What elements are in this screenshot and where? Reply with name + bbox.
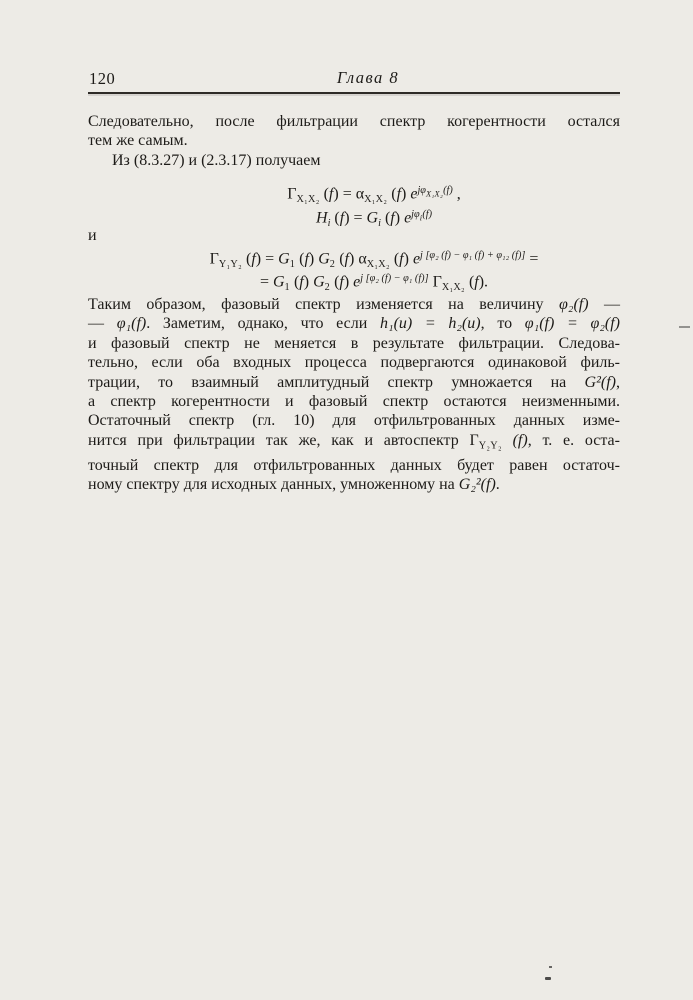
text-line: точный спектр для отфильтрованных данных будет равен остаточ- <box>88 456 620 474</box>
text-line: и фазовый спектр не меняется в результате фильтрации. Следова- <box>88 334 620 352</box>
text-line: Следовательно, после фильтрации спектр когерентности остался <box>88 113 620 130</box>
text-line: трации, то взаимный амплитудный спектр умножается на G²(f), <box>88 373 620 391</box>
scan-artifact-dash <box>679 326 690 328</box>
header-rule <box>88 92 620 94</box>
connector-word-and: и <box>88 227 97 244</box>
text-line: а спектр когерентности и фазовый спектр остаются неизменными. <box>88 393 620 411</box>
text-line: Из (8.3.27) и (2.3.17) получаем <box>112 151 321 169</box>
paragraph-main <box>88 295 620 495</box>
text-line: — φ₁(f). Заметим, однако, что если h₁(u) = h₂(u), то φ₁(f) = φ₂(f) <box>88 315 621 333</box>
equation-gamma-y1y2-line2: = $G_1$ (f) $G_2$ (f) $e^{j [\varphi_2 (f) - \varphi_1 (f)]}$ $\Gamma_{X_1X_2}$ (f). <box>259 273 489 294</box>
text-line: Остаточный спектр (гл. 10) для отфильтрованных данных изме- <box>88 412 620 430</box>
equation-gamma-y1y2-line1: $\Gamma_{Y_1Y_2}$ $(f) = G_1$ (f) $G_2$ (f) $\alpha_{X_1X_2}$ (f) $e^{j [\varphi_2 (f) - \varphi_1 (f) + \varphi_{12} (f)]}$ = <box>209 250 539 271</box>
equation-gamma-x1x2: $\Gamma_{X_1X_2}$ $(f) = \alpha_{X_1X_2}$ (f) $e^{j\varphi}X_1X_2^{(f)}$ , <box>287 185 461 206</box>
ink-speck <box>545 977 551 980</box>
chapter-header: Глава 8 <box>336 68 400 87</box>
text-line: нится при фильтрации так же, как и автоспектр $\Gamma_{Y_2Y_2}$ (f), т. е. оста- <box>88 431 620 452</box>
page-number: 120 <box>89 69 116 88</box>
text-line: ному спектру для исходных данных, умноженному на G₂²(f). <box>88 476 500 494</box>
ink-speck <box>549 966 552 968</box>
paragraph-intro <box>88 112 620 170</box>
text-line: тем же самым. <box>88 132 188 150</box>
text-line: тельно, если оба входных процесса подвергаются одинаковой филь- <box>88 354 620 372</box>
equation-h-i: $H_i$ $(f) = G_i$ (f) $e^{j\varphi}i^{(f)}$ <box>316 209 432 230</box>
text-line: Таким образом, фазовый спектр изменяется на величину φ₂(f) — <box>88 296 621 313</box>
